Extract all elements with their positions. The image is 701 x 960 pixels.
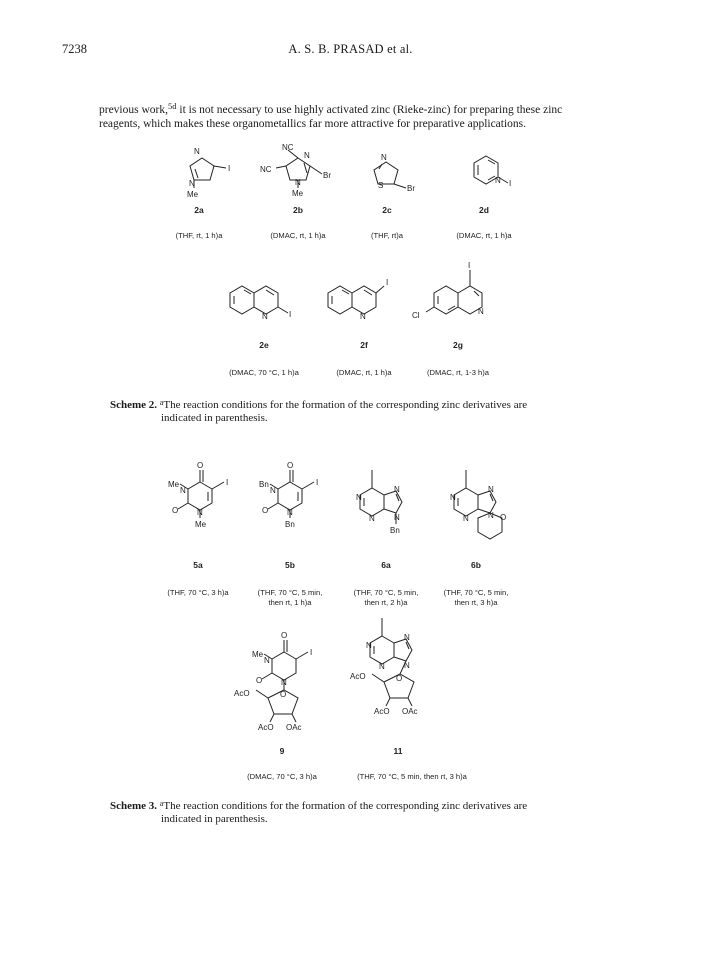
conditions-6b-line2: then rt, 3 h)a — [454, 598, 498, 607]
compound-label-5a: 5a — [193, 560, 203, 570]
running-title: A. S. B. PRASAD et al. — [288, 42, 413, 56]
body-paragraph — [99, 100, 619, 131]
atom-label: AcO — [374, 707, 390, 716]
atom-label: I — [226, 478, 229, 487]
atom-label: NC — [260, 165, 272, 174]
atom-label: N — [394, 485, 400, 494]
atom-label: Me — [187, 190, 199, 199]
compound-label-9: 9 — [279, 746, 285, 756]
atom-label: N — [360, 312, 366, 321]
atom-label: N — [404, 633, 410, 642]
structure-6b — [454, 470, 502, 539]
atom-label: O — [256, 676, 263, 685]
atom-label: N — [404, 661, 410, 670]
scheme-3-caption-text-2: indicated in parenthesis. — [161, 813, 268, 825]
atom-label: O — [197, 461, 204, 470]
atom-label: Me — [292, 189, 304, 198]
body-line-1-end: it is not necessary to use highly activated zinc (Rieke-zinc) for preparing these zinc — [176, 104, 563, 116]
atom-label: I — [509, 179, 512, 188]
atom-label: I — [228, 164, 231, 173]
conditions-6a-line2: then rt, 2 h)a — [364, 598, 408, 607]
atom-label: N — [379, 662, 385, 671]
conditions-11: (THF, 70 °C, 5 min, then rt, 3 h)a — [357, 772, 467, 781]
atom-label: Br — [407, 184, 415, 193]
atom-label: I — [289, 310, 292, 319]
atom-label: N — [463, 514, 469, 523]
scheme-3-label: Scheme 3. — [110, 800, 158, 812]
atom-label: Me — [195, 520, 207, 529]
atom-label: Bn — [285, 520, 295, 529]
atom-label: I — [310, 648, 313, 657]
atom-label: I — [316, 478, 319, 487]
compound-label-6b: 6b — [471, 560, 481, 570]
atom-label: N — [270, 486, 276, 495]
atom-label: Br — [323, 171, 331, 180]
conditions-2d: (DMAC, rt, 1 h)a — [456, 231, 512, 240]
atom-label: I — [468, 261, 471, 270]
structure-2e — [230, 286, 288, 314]
compound-label-2d: 2d — [479, 205, 489, 215]
body-line-1-start: previous work, — [99, 104, 168, 116]
atom-label: N — [366, 641, 372, 650]
atom-label: O — [281, 631, 288, 640]
conditions-2e: (DMAC, 70 °C, 1 h)a — [229, 368, 299, 377]
atom-label: N — [495, 176, 501, 185]
atom-label: I — [386, 278, 389, 287]
atom-label: Me — [168, 480, 180, 489]
atom-label: N — [369, 514, 375, 523]
compound-label-2f: 2f — [360, 340, 368, 350]
atom-label: N — [194, 147, 200, 156]
footnote-marker: a — [159, 398, 164, 407]
atom-label: N — [180, 486, 186, 495]
conditions-5a: (THF, 70 °C, 3 h)a — [167, 588, 229, 597]
compound-label-2c: 2c — [382, 205, 392, 215]
atom-label: N — [304, 151, 310, 160]
atom-label: N — [262, 312, 268, 321]
scheme-2-caption-text-2: indicated in parenthesis. — [161, 412, 268, 424]
atom-label: N — [488, 485, 494, 494]
structure-2a — [190, 158, 226, 188]
footnote-marker: a — [159, 799, 164, 808]
atom-label: N — [478, 307, 484, 316]
conditions-2f: (DMAC, rt, 1 h)a — [336, 368, 392, 377]
atom-label: O — [172, 506, 179, 515]
atom-label: Bn — [390, 526, 400, 535]
compound-label-11: 11 — [393, 746, 403, 756]
conditions-2g: (DMAC, rt, 1-3 h)a — [426, 368, 490, 377]
page-number: 7238 — [62, 42, 87, 56]
atom-label: N — [450, 493, 456, 502]
scheme-2-caption-text: The reaction conditions for the formation of the corresponding zinc derivatives are — [163, 399, 528, 411]
atom-label: AcO — [234, 689, 250, 698]
atom-label: O — [262, 506, 269, 515]
compound-label-2g: 2g — [453, 340, 463, 350]
atom-label: AcO — [350, 672, 366, 681]
atom-label: NC — [282, 143, 294, 152]
atom-label: Me — [252, 650, 264, 659]
scheme-3-caption — [110, 797, 620, 826]
scheme-2-caption — [110, 396, 620, 425]
atom-label: N — [381, 153, 387, 162]
compound-label-6a: 6a — [381, 560, 391, 570]
compound-label-2a: 2a — [194, 205, 204, 215]
conditions-2b: (DMAC, rt, 1 h)a — [270, 231, 326, 240]
atom-label: Bn — [259, 480, 269, 489]
atom-label: N — [189, 179, 195, 188]
atom-label: AcO — [258, 723, 274, 732]
atom-label: O — [396, 674, 403, 683]
scheme-3-figure — [160, 438, 580, 790]
compound-label-2b: 2b — [293, 205, 303, 215]
conditions-6b: (THF, 70 °C, 5 min, — [443, 588, 509, 597]
conditions-2a: (THF, rt, 1 h)a — [175, 231, 223, 240]
atom-label: N — [488, 511, 494, 520]
atom-label: O — [280, 690, 287, 699]
compound-label-5b: 5b — [285, 560, 295, 570]
atom-label: OAc — [402, 707, 418, 716]
conditions-2c: (THF, rt)a — [370, 231, 404, 240]
scheme-2-figure — [150, 138, 570, 388]
atom-label: N — [287, 508, 293, 517]
compound-label-2e: 2e — [259, 340, 269, 350]
atom-label: O — [500, 513, 507, 522]
atom-label: S — [378, 181, 384, 190]
structure-2g — [426, 270, 482, 314]
atom-label: N — [356, 493, 362, 502]
atom-label: N — [281, 678, 287, 687]
atom-label: O — [287, 461, 294, 470]
conditions-6a: (THF, 70 °C, 5 min, — [353, 588, 419, 597]
atom-label: N — [295, 178, 301, 187]
scheme-2-label: Scheme 2. — [110, 399, 158, 411]
scheme-3-caption-text: The reaction conditions for the formation of the corresponding zinc derivatives are — [163, 800, 528, 812]
conditions-5b-line2: then rt, 1 h)a — [268, 598, 312, 607]
atom-label: N — [394, 513, 400, 522]
atom-label: N — [197, 508, 203, 517]
atom-label: Cl — [412, 311, 420, 320]
reference-superscript: 5d — [168, 101, 177, 111]
atom-label: N — [264, 656, 270, 665]
conditions-9: (DMAC, 70 °C, 3 h)a — [247, 772, 317, 781]
conditions-5b: (THF, 70 °C, 5 min, — [257, 588, 323, 597]
structure-2d — [474, 156, 508, 184]
body-line-2: reagents, which makes these organometallics far more attractive for preparative applications. — [99, 117, 527, 130]
atom-label: OAc — [286, 723, 302, 732]
structure-2f — [328, 286, 384, 314]
